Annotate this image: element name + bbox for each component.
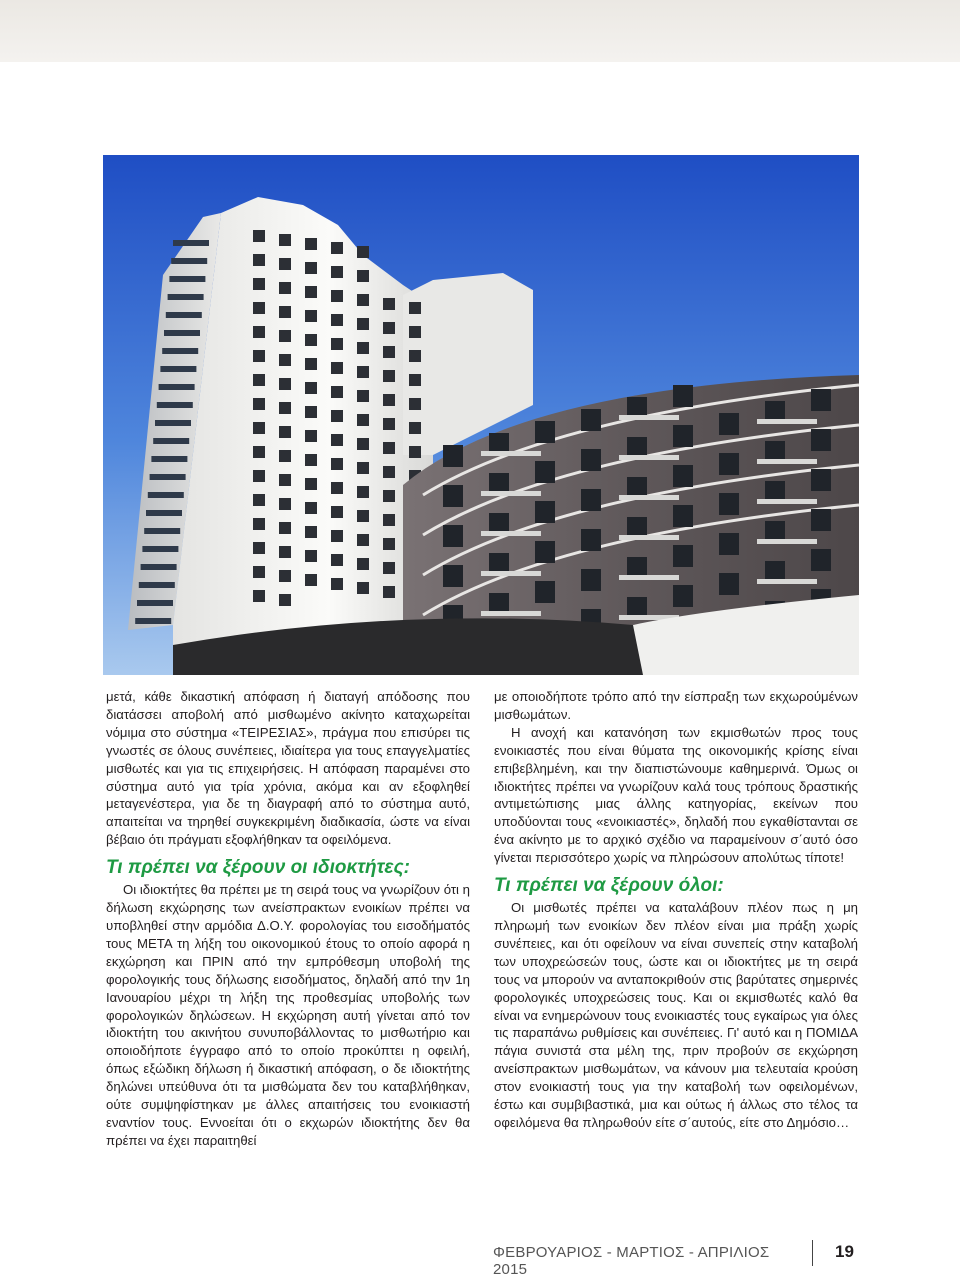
window <box>383 514 395 526</box>
window <box>331 362 343 374</box>
window <box>279 570 291 582</box>
window <box>383 394 395 406</box>
window <box>409 446 421 458</box>
window <box>409 422 421 434</box>
balcony-rail <box>757 539 817 544</box>
balcony <box>168 294 204 300</box>
owners-heading: Τι πρέπει να ξέρουν οι ιδιοκτήτες: <box>106 857 410 879</box>
window <box>409 302 421 314</box>
window <box>253 518 265 530</box>
window <box>305 502 317 514</box>
window <box>331 266 343 278</box>
window <box>357 486 369 498</box>
window <box>279 594 291 606</box>
window <box>357 510 369 522</box>
footer-divider <box>812 1240 813 1266</box>
window <box>357 366 369 378</box>
everyone-paragraph: Οι μισθωτές πρέπει να καταλάβουν πλέον πως η μη πληρωμή των ενοικίων δεν πλέον είναι μια πράξη χωρίς συνέπειες, και ότι οφείλουν να είναι συνεπείς στην καταβολή των υποχρεώσεών τους, ώστε και οι ιδιοκτήτες με τη σειρά τους να μπορούν να ανταποκριθούν στις βαρύτατες σημερινές φορολογικές υποχρεώσεις τους. Και οι εκμισθωτές καλό θα είναι να ενημερώνουν τους ενοικιαστές τους εγκαίρως για όλες τις παραπάνω ρυθμίσεις και συνέπειες. Γι' αυτό και η ΠΟΜΙΔΑ πάγια συνιστά στα μέλη της, πριν προβούν σε εκχώρηση ανείσπρακτων μισθωμάτων, να κάνουν μια τελευταία κρούση στον ενοικιαστή τους για την καταβολή των οφειλομένων, έστω και συμβιβαστικά, μια και ούτως ή άλλως στο τέλος τα οφειλόμενα θα πληρωθούν είτε σ΄αυτούς, είτε στο Δημόσιο… <box>494 900 858 1130</box>
window <box>357 558 369 570</box>
window <box>357 534 369 546</box>
balcony-rail <box>757 419 817 424</box>
brick-window <box>673 425 693 447</box>
brick-window <box>581 409 601 431</box>
window <box>331 458 343 470</box>
window <box>253 398 265 410</box>
brick-window <box>443 525 463 547</box>
balcony <box>164 330 200 336</box>
brick-window <box>581 529 601 551</box>
page-number: 19 <box>835 1242 854 1261</box>
balcony <box>155 420 191 426</box>
window <box>279 378 291 390</box>
window <box>305 358 317 370</box>
window <box>279 426 291 438</box>
window <box>357 342 369 354</box>
balcony-rail <box>619 535 679 540</box>
brick-window <box>581 449 601 471</box>
window <box>279 258 291 270</box>
window <box>279 498 291 510</box>
window <box>331 434 343 446</box>
window <box>253 350 265 362</box>
window <box>279 546 291 558</box>
window <box>305 286 317 298</box>
balcony <box>169 276 205 282</box>
window <box>279 450 291 462</box>
brick-window <box>535 581 555 603</box>
window <box>253 542 265 554</box>
balcony-rail <box>481 491 541 496</box>
window <box>383 370 395 382</box>
building-photo <box>103 155 859 675</box>
window <box>357 438 369 450</box>
brick-window <box>811 469 831 491</box>
window <box>383 538 395 550</box>
balcony <box>150 474 186 480</box>
window <box>279 522 291 534</box>
balcony <box>146 510 182 516</box>
brick-window <box>719 413 739 435</box>
left-column <box>106 688 470 1150</box>
window <box>383 442 395 454</box>
balcony-rail <box>619 495 679 500</box>
window <box>357 270 369 282</box>
window <box>357 246 369 258</box>
balcony <box>153 438 189 444</box>
brick-window <box>673 385 693 407</box>
window <box>331 290 343 302</box>
window <box>279 474 291 486</box>
window <box>253 422 265 434</box>
window <box>383 346 395 358</box>
balcony-rail <box>619 415 679 420</box>
balcony-rail <box>619 455 679 460</box>
window <box>305 454 317 466</box>
window <box>279 234 291 246</box>
balcony <box>159 384 195 390</box>
balcony-rail <box>481 611 541 616</box>
window <box>331 314 343 326</box>
window <box>305 430 317 442</box>
window <box>357 390 369 402</box>
window <box>253 230 265 242</box>
window <box>331 386 343 398</box>
window <box>383 490 395 502</box>
window <box>383 322 395 334</box>
balcony <box>142 546 178 552</box>
owners-paragraph: Οι ιδιοκτήτες θα πρέπει με τη σειρά τους να γνωρίζουν ότι η δήλωση εκχώρησης των ανείσπρακτων ενοικίων πρέπει να υποβληθεί στην αρμόδια Δ.Ο.Υ. φορολογίας του εισοδήματός τους ΜΕΤΑ τη λήξη του οικονομικού έτους το οποίο αφορά η εκχώρηση και ΠΡΙΝ από την εμπρόθεσμη υποβολή της φορολογικής τους δήλωσης εισοδήματος, δηλαδή από την 1η Ιανουαρίου μέχρι τη λήξη της προθεσμίας υποβολής των φορολογικών δηλώσεων. Η εκχώρηση αυτή γίνεται από τον ιδιοκτήτη του ακινήτου συνυποβάλλοντας το μισθωτήριο και οποιοδήποτε έγγραφο από το οποίο προκύπτει η οφειλή, όπως εξώδικη δήλωση ή δικαστική απόφαση, ο δε ιδιοκτήτης δηλώνει υπεύθυνα ότι τα μισθώματα δεν του καταβλήθηκαν, ούτε συμψηφίστηκαν με άλλες απαιτήσεις του ενοικιαστή εναντίον τους. Εννοείται ότι ο εκχωρών ιδιοκτήτης δεν θα πρέπει να έχει παραιτηθεί <box>106 882 470 1148</box>
balcony <box>144 528 180 534</box>
brick-window <box>443 485 463 507</box>
window <box>305 526 317 538</box>
brick-window <box>535 541 555 563</box>
window <box>357 582 369 594</box>
window <box>305 238 317 250</box>
building-photo-icon <box>103 155 859 675</box>
balcony-rail <box>619 575 679 580</box>
window <box>409 326 421 338</box>
window <box>409 350 421 362</box>
continuation-paragraph: με οποιοδήποτε τρόπο από την είσπραξη των εκχωρούμένων μισθωμάτων. <box>494 689 858 722</box>
window <box>253 470 265 482</box>
balcony <box>139 582 175 588</box>
brick-window <box>811 549 831 571</box>
brick-window <box>719 453 739 475</box>
window <box>305 310 317 322</box>
window <box>305 478 317 490</box>
balcony <box>137 600 173 606</box>
brick-window <box>811 389 831 411</box>
brick-window <box>719 533 739 555</box>
window <box>357 462 369 474</box>
balcony <box>173 240 209 246</box>
brick-window <box>443 565 463 587</box>
balcony-rail <box>481 531 541 536</box>
window <box>409 374 421 386</box>
window <box>383 466 395 478</box>
window <box>253 494 265 506</box>
balcony <box>141 564 177 570</box>
window <box>253 566 265 578</box>
window <box>383 298 395 310</box>
window <box>383 562 395 574</box>
tolerance-paragraph: Η ανοχή και κατανόηση των εκμισθωτών προς τους ενοικιαστές που είναι θύματα της οικονομικής κρίσης είναι επιβεβλημένη, και την διαπιστώνουμε καθημερινά. Όμως οι ιδιοκτήτες πρέπει να γνωρίζουν καλά τους τρόπους δραστικής αντιμετώπισης μιας άλλης κατηγορίας, εκείνων που υποδύονται τους «ενοικιαστές», δηλαδή που εγκαθίστανται σε ένα ακίνητο με το αρχικό σχέδιο να παραμείνουν σ΄αυτό όσο γίνεται περισσότερο χωρίς να πληρώσουν απολύτως τίποτε! <box>494 724 858 866</box>
brick-window <box>535 501 555 523</box>
window <box>331 410 343 422</box>
window <box>409 398 421 410</box>
window <box>305 334 317 346</box>
window <box>357 318 369 330</box>
window <box>253 278 265 290</box>
window <box>279 354 291 366</box>
window <box>357 414 369 426</box>
balcony-rail <box>757 579 817 584</box>
balcony-rail <box>757 459 817 464</box>
window <box>253 302 265 314</box>
right-column <box>494 688 858 1132</box>
balcony-rail <box>481 571 541 576</box>
brick-window <box>811 429 831 451</box>
balcony <box>151 456 187 462</box>
intro-paragraph: μετά, κάθε δικαστική απόφαση ή διαταγή απόδοσης που διατάσσει αποβολή από μισθωμένο ακίνητο καταχωρείται νόμιμα στο σύστημα «ΤΕΙΡΕΣΙΑΣ», πράγμα που επισύρει τις γνωστές σε όλους συνέπειες, ιδιαίτερα για τους επαγγελματίες μισθωτές και για τις επιχειρήσεις. Η απόφαση παραμένει στο σύστημα αυτό για τρία χρόνια, ακόμα και αν εξοφληθεί μεταγενέστερα, για δε τη διαγραφή από το σύστημα αυτό, απαιτείται να τηρηθεί συγκεκριμένη διαδικασία, ώστε να είναι βέβαιο ότι πράγματι εξοφλήθηκαν τα οφειλόμενα. <box>106 689 470 848</box>
balcony-rail <box>481 451 541 456</box>
window <box>279 330 291 342</box>
balcony <box>171 258 207 264</box>
balcony-rail <box>757 499 817 504</box>
window <box>305 382 317 394</box>
balcony <box>166 312 202 318</box>
brick-window <box>535 421 555 443</box>
window <box>253 374 265 386</box>
brick-window <box>443 445 463 467</box>
window <box>331 506 343 518</box>
window <box>253 446 265 458</box>
window <box>279 402 291 414</box>
everyone-heading: Τι πρέπει να ξέρουν όλοι: <box>494 875 724 897</box>
window <box>331 242 343 254</box>
balcony <box>148 492 184 498</box>
brick-window <box>673 465 693 487</box>
brick-window <box>535 461 555 483</box>
brick-window <box>673 505 693 527</box>
top-band <box>0 0 960 62</box>
window <box>331 482 343 494</box>
window <box>331 338 343 350</box>
brick-window <box>811 509 831 531</box>
window <box>331 530 343 542</box>
window <box>383 586 395 598</box>
brick-window <box>719 493 739 515</box>
brick-window <box>673 545 693 567</box>
window <box>305 550 317 562</box>
brick-window <box>673 585 693 607</box>
window <box>253 326 265 338</box>
window <box>279 306 291 318</box>
window <box>279 282 291 294</box>
window <box>305 574 317 586</box>
brick-window <box>581 569 601 591</box>
balcony <box>160 366 196 372</box>
window <box>253 590 265 602</box>
window <box>331 554 343 566</box>
issue-label: ΦΕΒΡΟΥΑΡΙΟΣ - ΜΑΡΤΙΟΣ - ΑΠΡΙΛΙΟΣ 2015 <box>493 1244 770 1278</box>
brick-window <box>719 573 739 595</box>
window <box>357 294 369 306</box>
window <box>331 578 343 590</box>
window <box>383 418 395 430</box>
window <box>305 406 317 418</box>
window <box>253 254 265 266</box>
balcony <box>162 348 198 354</box>
window <box>305 262 317 274</box>
balcony <box>157 402 193 408</box>
balcony <box>135 618 171 624</box>
brick-window <box>581 489 601 511</box>
